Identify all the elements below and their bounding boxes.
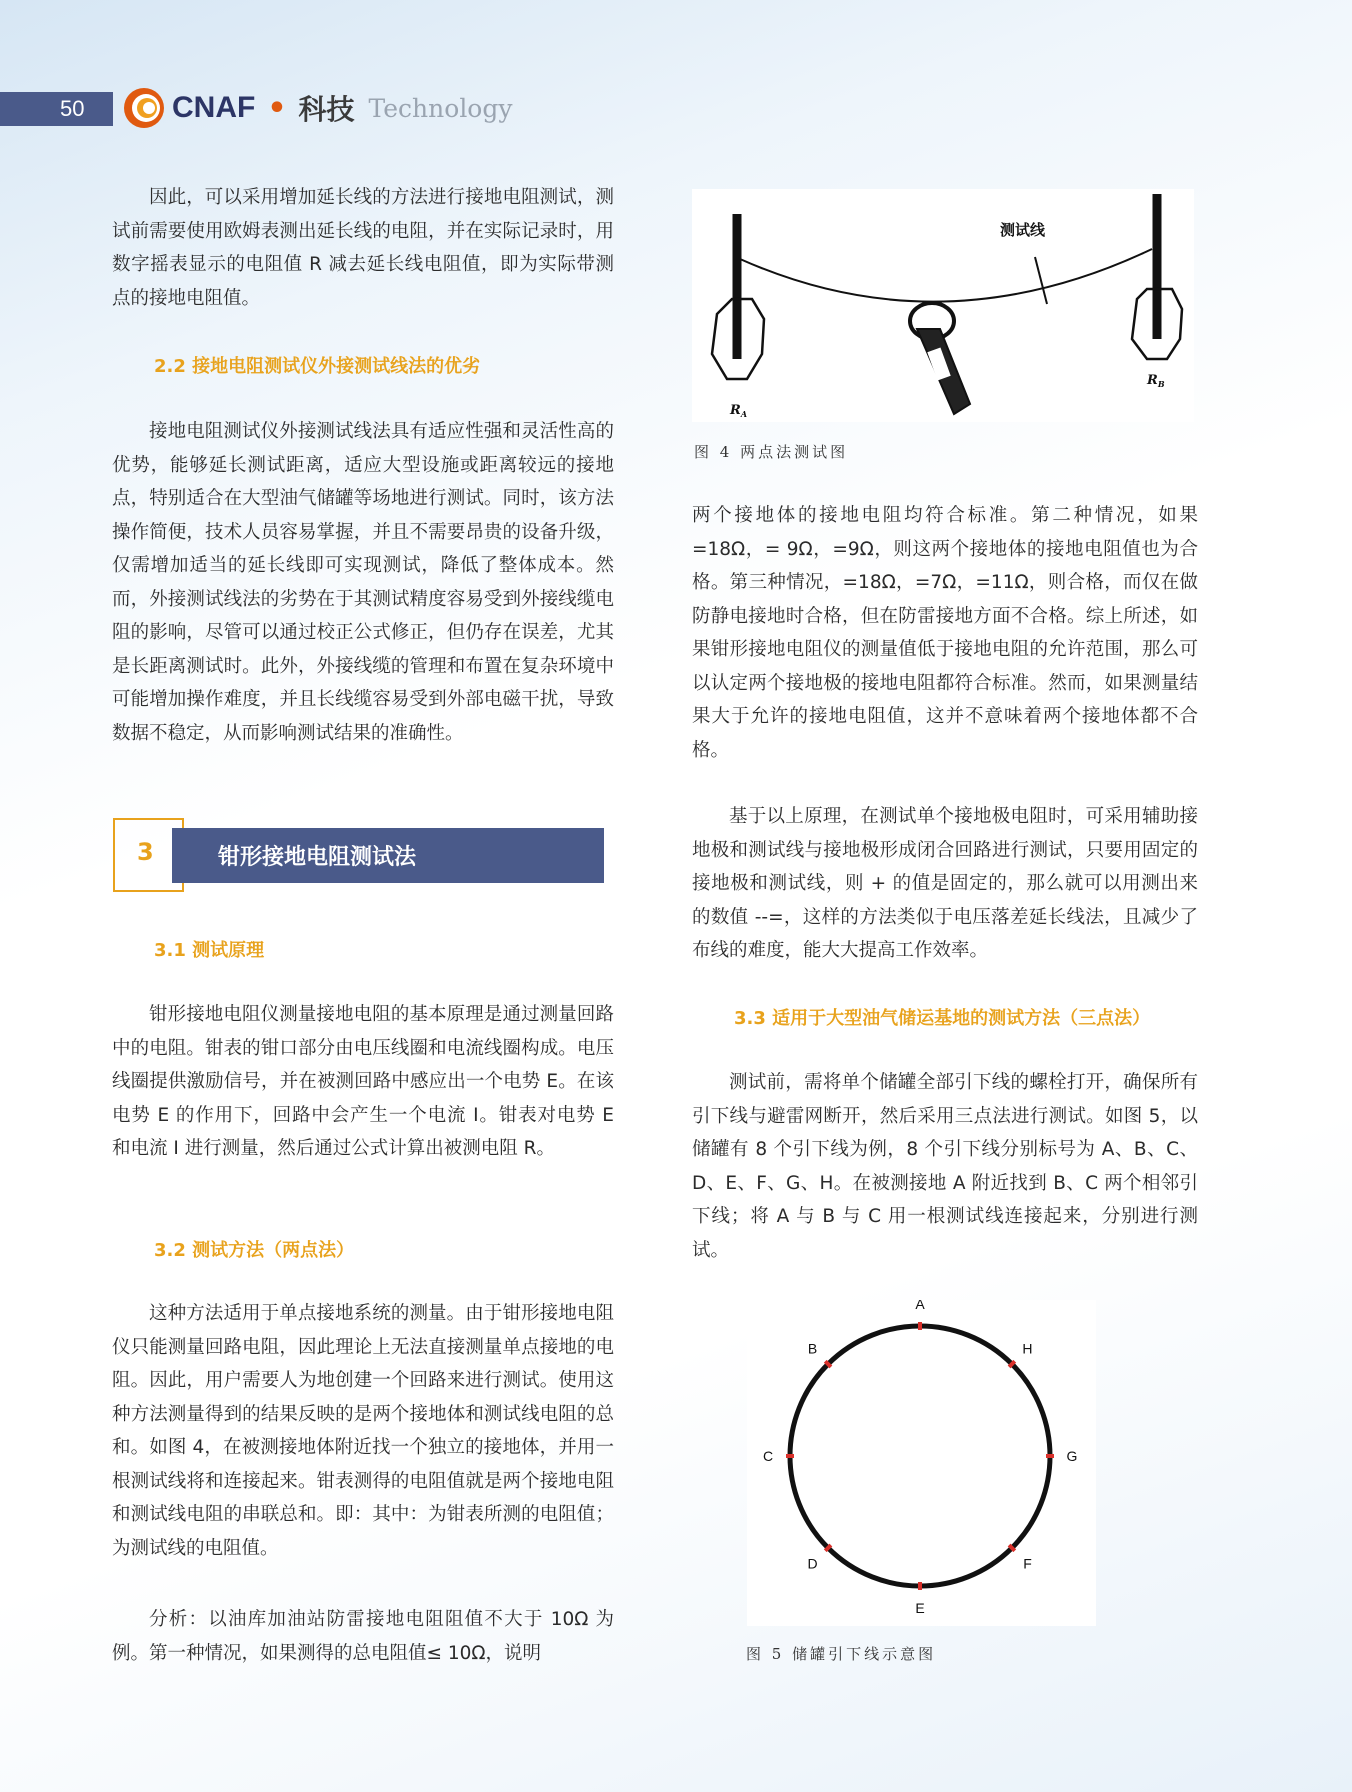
page-number: 50 <box>60 96 85 121</box>
paragraph-pros-cons: 接地电阻测试仪外接测试线法具有适应性强和灵活性高的优势，能够延长测试距离，适应大型设施或距离较远的接地点，特别适合在大型油气储罐等场地进行测试。同时，该方法操作简便，技术人员容易掌握，并且不需要昂贵的设备升级，仅需增加适当的延长线即可实现测试，降低了整体成本。然而，外接测试线法的劣势在于其测试精度容易受到外接线缆电阻的影响，尽管可以通过校正公式修正，但仍存在误差，尤其是长距离测试时。此外，外接线缆的管理和布置在复杂环境中可能增加操作难度，并且长线缆容易受到外部电磁干扰，导致数据不稳定，从而影响测试结果的准确性。 <box>112 421 614 744</box>
downconductor-label-h: H <box>1022 1340 1033 1357</box>
brand-section-en: Technology <box>368 93 513 123</box>
page-number-bar <box>0 92 113 126</box>
test-wire <box>740 249 1152 302</box>
tank-circle-diagram <box>747 1300 1096 1626</box>
paragraph-extension-line: 因此，可以采用增加延长线的方法进行接地电阻测试，测试前需要使用欧姆表测出延长线的电阻，并在实际记录时，用数字摇表显示的电阻值 R 减去延长线电阻值，即为实际带测点的接地电阻值。 <box>112 187 614 309</box>
cnaf-logo-icon <box>122 86 166 130</box>
two-point-test-illustration <box>692 189 1194 422</box>
subheading-3-1: 3.1 测试原理 <box>154 940 265 961</box>
paragraph-two-point-method: 这种方法适用于单点接地系统的测量。由于钳形接地电阻仪只能测量回路电阻，因此理论上无法直接测量单点接地的电阻。因此，用户需要人为地创建一个回路来进行测试。使用这种方法测量得到的结果反映的是两个接地体和测试线电阻的总和。如图 4，在被测接地体附近找一个独立的接地体，并用一根测试线将和连接起来。钳表测得的电阻值就是两个接地电阻和测试线电阻的串联总和。即：其中：为钳表所测的电阻值；为测试线的电阻值。 <box>112 1303 614 1559</box>
figure-5-caption: 图 5 储罐引下线示意图 <box>746 1645 937 1663</box>
paragraph-three-point-method: 测试前，需将单个储罐全部引下线的螺栓打开，确保所有引下线与避雷网断开，然后采用三点法进行测试。如图 5，以储罐有 8 个引下线为例，8 个引下线分别标号为 A、B、C、D、E、F、G、H。在被测接地 A 附近找到 B、C 两个相邻引下线；将 A 与 B 与 C 用一根测试线连接起来，分别进行测试。 <box>692 1072 1198 1261</box>
fig4-wire-label: 测试线 <box>1000 221 1046 239</box>
fig4-rb-subscript: B <box>1157 379 1165 389</box>
brand-separator: • <box>267 90 287 126</box>
paragraph-cases: 两个接地体的接地电阻均符合标准。第二种情况，如果 =18Ω，= 9Ω，=9Ω，则这两个接地体的接地电阻值也为合格。第三种情况，=18Ω，=7Ω，=11Ω，则合格，而仅在做防静电接地时合格，但在防雷接地方面不合格。综上所述，如果钳形接地电阻仪的测量值低于接地电阻的允许范围，那么可以认定两个接地极的接地电阻都符合标准。然而，如果测量结果大于允许的接地电阻值，这并不意味着两个接地体都不合格。 <box>692 505 1198 761</box>
fig4-ra-label: R <box>730 403 741 418</box>
figure-4-caption: 图 4 两点法测试图 <box>694 443 849 461</box>
paragraph-analysis: 分析：以油库加油站防雷接地电阻阻值不大于 10Ω 为例。第一种情况，如果测得的总电阻值≤ 10Ω，说明 <box>112 1609 614 1664</box>
clamp-meter-icon <box>910 303 970 414</box>
downconductor-label-c: C <box>762 1448 774 1464</box>
svg-text:RA <box>729 403 747 419</box>
fig4-rb-label: R <box>1147 373 1158 388</box>
downconductor-label-e: E <box>915 1600 925 1616</box>
section-number: 3 <box>137 838 154 866</box>
brand-name: CNAF <box>172 91 256 124</box>
subheading-3-3: 3.3 适用于大型油气储运基地的测试方法（三点法） <box>734 1008 1151 1029</box>
section-title: 钳形接地电阻测试法 <box>218 845 417 870</box>
magazine-logo <box>122 86 513 130</box>
fig4-ra-subscript: A <box>740 409 748 419</box>
subheading-3-2: 3.2 测试方法（两点法） <box>154 1240 355 1261</box>
brand-section-cn: 科技 <box>298 93 355 126</box>
downconductor-label-b: B <box>807 1340 818 1357</box>
paragraph-principle: 钳形接地电阻仪测量接地电阻的基本原理是通过测量回路中的电阻。钳表的钳口部分由电压线圈和电流线圈构成。电压线圈提供激励信号，并在被测回路中感应出一个电势 E。在该电势 E 的作用下，回路中会产生一个电流 I。钳表对电势 E 和电流 I 进行测量，然后通过公式计算出被测电阻 R。 <box>112 1004 614 1159</box>
wire-pointer <box>1035 257 1047 304</box>
paragraph-single-electrode: 基于以上原理，在测试单个接地极电阻时，可采用辅助接地极和测试线与接地极形成闭合回路进行测试，只要用固定的接地极和测试线，则 + 的值是固定的，那么就可以用测出来的数值 --=，这样的方法类似于电压落差延长线法，且减少了布线的难度，能大大提高工作效率。 <box>692 806 1198 961</box>
downconductor-label-f: F <box>1023 1555 1032 1572</box>
downconductor-label-d: D <box>807 1555 818 1572</box>
svg-text:RB <box>1146 373 1165 389</box>
downconductor-label-a: A <box>915 1300 925 1312</box>
figure-4-two-point-diagram <box>692 189 1194 422</box>
figure-5-tank-downconductors <box>747 1300 1096 1626</box>
subheading-2-2: 2.2 接地电阻测试仪外接测试线法的优劣 <box>154 356 481 377</box>
downconductor-label-g: G <box>1066 1448 1078 1464</box>
